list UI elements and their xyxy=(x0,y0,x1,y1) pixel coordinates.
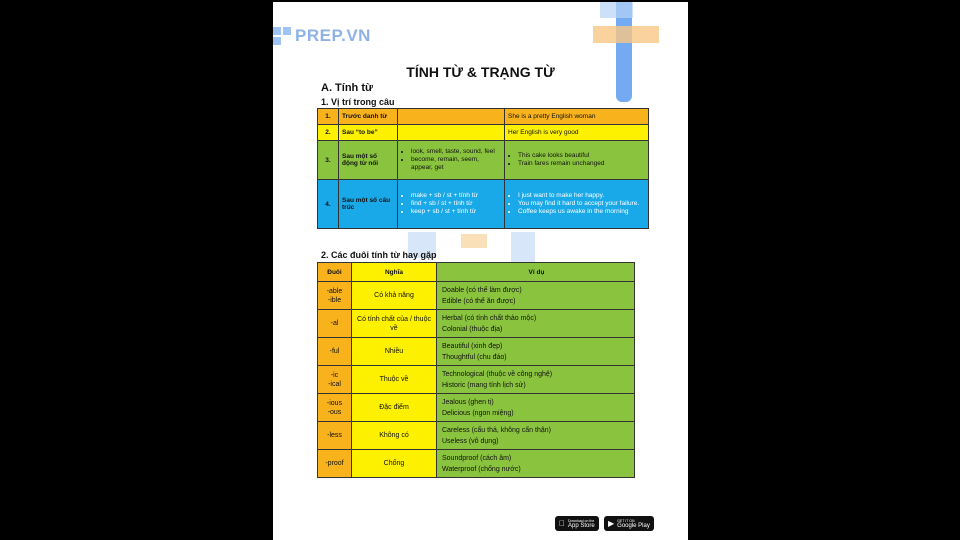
examples-cell: Doable (có thể làm được) Edible (có thể ăn được) xyxy=(437,282,635,310)
page-title: TÍNH TỪ & TRẠNG TỪ xyxy=(406,64,555,80)
meaning-cell: Không có xyxy=(352,422,437,450)
examples-cell: Beautiful (xinh đẹp) Thoughtful (chu đáo) xyxy=(437,338,635,366)
table-row xyxy=(318,310,635,338)
form-item: • look, smell, taste, sound, feel xyxy=(411,148,501,156)
meaning-cell: Chống xyxy=(352,450,437,478)
table-row xyxy=(318,338,635,366)
table-row xyxy=(318,282,635,310)
form-item: • keep + sb / st + tính từ xyxy=(411,208,501,216)
decor-bar-orange xyxy=(593,26,659,43)
examples-cell: Technological (thuộc về công nghệ) Historic (mang tính lịch sử) xyxy=(437,366,635,394)
apple-icon xyxy=(559,519,565,528)
logo-icon xyxy=(273,27,291,45)
row-example: Her English is very good xyxy=(505,125,649,141)
meaning-cell: Có tính chất của / thuộc về xyxy=(352,310,437,338)
table-row xyxy=(318,109,649,125)
row-example xyxy=(505,141,649,180)
row-forms xyxy=(398,109,505,125)
google-play-badge[interactable]: ▶ GET IT ON Google Play xyxy=(604,516,654,531)
brand-logo xyxy=(273,26,371,46)
meaning-cell: Có khả năng xyxy=(352,282,437,310)
position-table xyxy=(317,108,649,229)
decor-bar-lightblue xyxy=(600,2,633,18)
play-icon: ▶ xyxy=(608,519,615,528)
example-item: • I just want to make her happy. xyxy=(518,192,645,200)
example-item: • Train fares remain unchanged xyxy=(518,160,645,168)
app-store-badge[interactable]: Download on the App Store xyxy=(555,516,599,531)
row-label: Sau một số động từ nối xyxy=(339,141,398,180)
table-header-row xyxy=(318,263,635,282)
form-item: • find + sb / st + tính từ xyxy=(411,200,501,208)
table-row xyxy=(318,366,635,394)
suffix-table xyxy=(317,262,635,478)
subsection-heading-2: 2. Các đuôi tính từ hay gặp xyxy=(321,250,437,260)
subsection-heading-1: 1. Vị trí trong câu xyxy=(321,97,395,107)
suffix-cell: -ious -ous xyxy=(318,394,352,422)
suffix-cell: -ful xyxy=(318,338,352,366)
suffix-cell: -less xyxy=(318,422,352,450)
row-label: Trước danh từ xyxy=(339,109,398,125)
logo-text: PREP.VN xyxy=(295,26,371,45)
meaning-cell: Đặc điểm xyxy=(352,394,437,422)
table-row xyxy=(318,180,649,229)
row-example xyxy=(505,180,649,229)
row-number: 1. xyxy=(318,109,339,125)
header-examples: Ví dụ xyxy=(437,263,635,282)
decor-square-blue-2 xyxy=(511,232,535,262)
examples-cell: Soundproof (cách âm) Waterproof (chống nước) xyxy=(437,450,635,478)
table-row xyxy=(318,125,649,141)
example-item: • Coffee keeps us awake in the morning xyxy=(518,208,645,216)
examples-cell: Herbal (có tính chất thảo mộc) Colonial (thuộc địa) xyxy=(437,310,635,338)
row-number: 4. xyxy=(318,180,339,229)
table-row xyxy=(318,450,635,478)
row-label: Sau “to be” xyxy=(339,125,398,141)
example-item: • You may find it hard to accept your failure. xyxy=(518,200,645,208)
row-forms xyxy=(398,180,505,229)
meaning-cell: Thuộc về xyxy=(352,366,437,394)
examples-cell: Careless (cẩu thả, không cẩn thận) Useless (vô dụng) xyxy=(437,422,635,450)
table-row xyxy=(318,422,635,450)
example-item: • This cake looks beautiful xyxy=(518,152,645,160)
examples-cell: Jealous (ghen tị) Delicious (ngon miệng) xyxy=(437,394,635,422)
decor-square-orange xyxy=(461,234,487,248)
table-row xyxy=(318,141,649,180)
form-item: • become, remain, seem, appear, get xyxy=(411,156,501,172)
row-number: 2. xyxy=(318,125,339,141)
suffix-cell: -al xyxy=(318,310,352,338)
row-number: 3. xyxy=(318,141,339,180)
table-row xyxy=(318,394,635,422)
suffix-cell: -ic -ical xyxy=(318,366,352,394)
meaning-cell: Nhiều xyxy=(352,338,437,366)
suffix-cell: -able -ible xyxy=(318,282,352,310)
row-label: Sau một số cấu trúc xyxy=(339,180,398,229)
document-page xyxy=(273,2,688,540)
section-heading-a: A. Tính từ xyxy=(321,82,373,94)
header-meaning: Nghĩa xyxy=(352,263,437,282)
row-example: She is a pretty English woman xyxy=(505,109,649,125)
header-suffix: Đuôi xyxy=(318,263,352,282)
row-forms xyxy=(398,125,505,141)
suffix-cell: -proof xyxy=(318,450,352,478)
form-item: • make + sb / st + tính từ xyxy=(411,192,501,200)
row-forms xyxy=(398,141,505,180)
